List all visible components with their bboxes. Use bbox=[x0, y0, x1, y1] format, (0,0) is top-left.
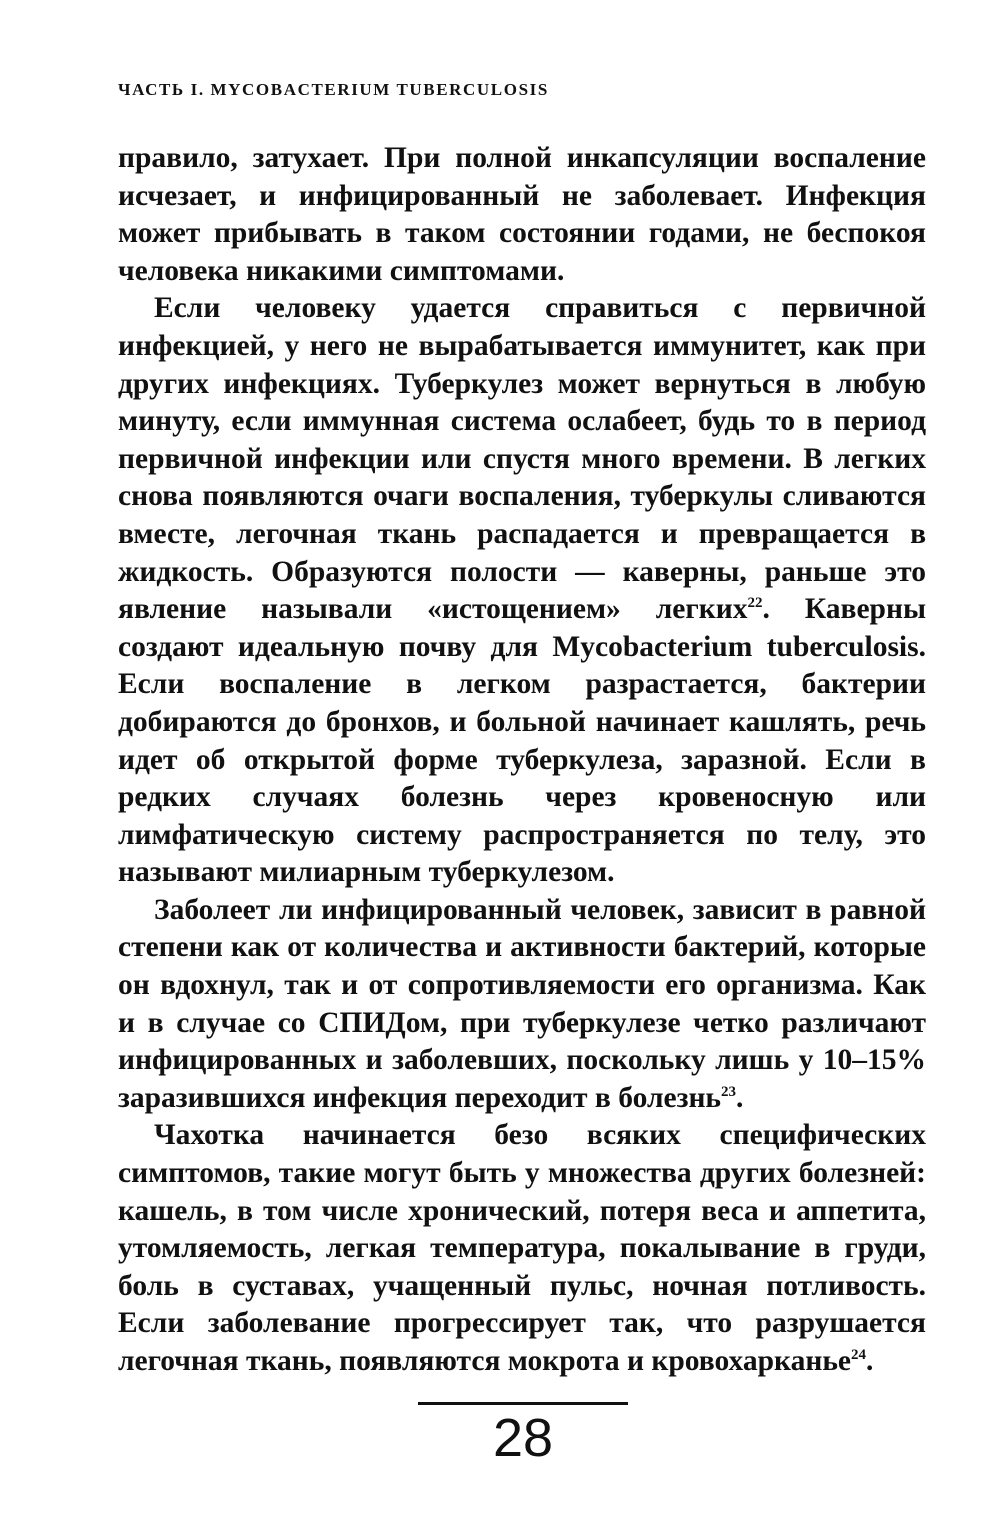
page-number: 28 bbox=[492, 1408, 554, 1468]
paragraph-2-text-after: . Каверны создают идеальную почву для Mycobacterium tuberculosis. Если воспаление в легком разрастается, бактерии добираются до бронхов, и больной начинает кашлять, речь идет об открытой форме туберкулеза, заразной. Если в редких случаях болезнь через кровеносную или лимфатическую систему распространяется по телу, это называют милиарным туберкулезом. bbox=[118, 593, 926, 889]
paragraph-2-text-before: Если человеку удается справиться с первичной инфекцией, у него не вырабатывается иммунитет, как при других инфекциях. Туберкулез может вернуться в любую минуту, если иммунная система ослабеет, будь то в период первичной инфекции или спустя много времени. В легких снова появляются очаги воспаления, туберкулы сливаются вместе, легочная ткань распадается и превращается в жидкость. Образуются полости — каверны, раньше это явление называли «истощением» легких bbox=[118, 292, 926, 626]
paragraph-3-text-after: . bbox=[736, 1081, 744, 1114]
footnote-ref-24[interactable]: 24 bbox=[851, 1347, 867, 1364]
paragraph-1-text: правило, затухает. При полной инкапсуляции воспаление исчезает, и инфицированный не заболевает. Инфекция может прибывать в таком состоянии годами, не беспокоя человека никакими симптомами. bbox=[118, 142, 926, 287]
body-text bbox=[118, 140, 926, 1381]
footnote-ref-22[interactable]: 22 bbox=[747, 595, 763, 612]
paragraph-4-text-after: . bbox=[866, 1345, 874, 1377]
running-head: ЧАСТЬ I. MYCOBACTERIUM TUBERCULOSIS bbox=[118, 80, 549, 99]
paragraph-4-text-before: Чахотка начинается безо всяких специфических симптомов, такие могут быть у множества других болезней: кашель, в том числе хронический, потеря веса и аппетита, утомляемость, легкая температура, покалывание в груди, боль в суставах, учащенный пульс, ночная потливость. Если заболевание прогрессирует так, что разрушается легочная ткань, появляются мокрота и кровохарканье bbox=[118, 1119, 926, 1377]
paragraph-3-text-before: Заболеет ли инфицированный человек, зависит в равной степени как от количества и активности бактерий, которые он вдохнул, так и от сопротивляемости его организма. Как и в случае со СПИДом, при туберкулезе четко различают инфицированных и заболевших, поскольку лишь у 10–15% заразившихся инфекция переходит в болезнь bbox=[118, 893, 926, 1114]
paragraph-3 bbox=[118, 892, 926, 1118]
paragraph-1 bbox=[118, 140, 926, 290]
paragraph-2 bbox=[118, 290, 926, 892]
paragraph-4 bbox=[118, 1117, 926, 1380]
footnote-ref-23[interactable]: 23 bbox=[721, 1084, 737, 1101]
footer-rule bbox=[418, 1402, 628, 1405]
